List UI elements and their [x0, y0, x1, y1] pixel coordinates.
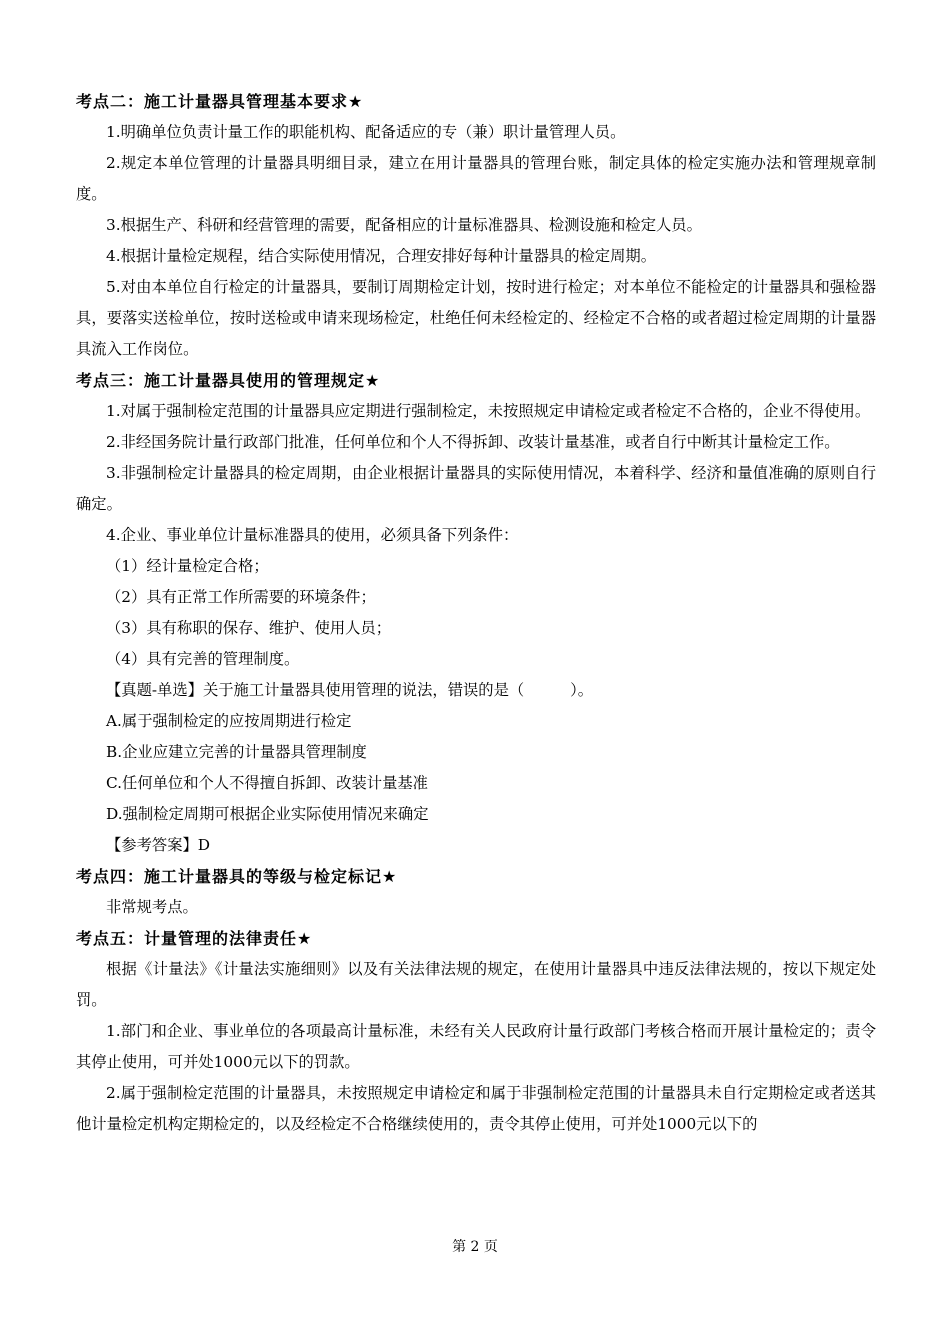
answer-option-d: D.强制检定周期可根据企业实际使用情况来确定 [106, 805, 429, 823]
section-heading-4: 考点四：施工计量器具的等级与检定标记★ [76, 867, 398, 886]
list-item: （3）具有称职的保存、维护、使用人员； [106, 619, 392, 637]
paragraph: 1.明确单位负责计量工作的职能机构、配备适应的专（兼）职计量管理人员。 [106, 123, 626, 141]
paragraph: 4.根据计量检定规程，结合实际使用情况，合理安排好每种计量器具的检定周期。 [106, 247, 656, 265]
paragraph: 3.根据生产、科研和经营管理的需要，配备相应的计量标准器具、检测设施和检定人员。 [106, 216, 702, 234]
page-number: 第 2 页 [452, 1239, 498, 1255]
reference-answer: 【参考答案】D [106, 836, 211, 854]
document-body [76, 86, 876, 1140]
answer-option-c: C.任何单位和个人不得擅自拆卸、改装计量基准 [106, 774, 428, 792]
paragraph: 2.规定本单位管理的计量器具明细目录，建立在用计量器具的管理台账，制定具体的检定实施办法和管理规章制度。 [76, 154, 876, 203]
answer-option-a: A.属于强制检定的应按周期进行检定 [106, 712, 352, 730]
section-heading-3: 考点三：施工计量器具使用的管理规定★ [76, 371, 381, 390]
section-heading-2: 考点二：施工计量器具管理基本要求★ [76, 92, 364, 111]
answer-option-b: B.企业应建立完善的计量器具管理制度 [106, 743, 367, 761]
paragraph: 非常规考点。 [106, 898, 198, 916]
paragraph: 根据《计量法》《计量法实施细则》以及有关法律法规的规定，在使用计量器具中违反法律法规的，按以下规定处罚。 [76, 960, 876, 1009]
paragraph: 1.部门和企业、事业单位的各项最高计量标准，未经有关人民政府计量行政部门考核合格而开展计量检定的；责令其停止使用，可并处1000元以下的罚款。 [76, 1022, 876, 1071]
paragraph: 3.非强制检定计量器具的检定周期，由企业根据计量器具的实际使用情况，本着科学、经济和量值准确的原则自行确定。 [76, 464, 876, 513]
paragraph: 5.对由本单位自行检定的计量器具，要制订周期检定计划，按时进行检定；对本单位不能检定的计量器具和强检器具，要落实送检单位，按时送检或申请来现场检定，杜绝任何未经检定的、经检定不合格的或者超过检定周期的计量器具流入工作岗位。 [76, 278, 876, 358]
section-heading-5: 考点五：计量管理的法律责任★ [76, 929, 313, 948]
paragraph: 2.非经国务院计量行政部门批准，任何单位和个人不得拆卸、改装计量基准，或者自行中断其计量检定工作。 [106, 433, 840, 451]
list-item: （4）具有完善的管理制度。 [106, 650, 300, 668]
exam-question: 【真题-单选】关于施工计量器具使用管理的说法，错误的是（ ）。 [106, 681, 594, 699]
list-item: （2）具有正常工作所需要的环境条件； [106, 588, 376, 606]
paragraph: 1.对属于强制检定范围的计量器具应定期进行强制检定，未按照规定申请检定或者检定不合格的，企业不得使用。 [106, 402, 871, 420]
paragraph: 4.企业、事业单位计量标准器具的使用，必须具备下列条件： [106, 526, 519, 544]
list-item: （1）经计量检定合格； [106, 557, 269, 575]
paragraph: 2.属于强制检定范围的计量器具，未按照规定申请检定和属于非强制检定范围的计量器具未自行定期检定或者送其他计量检定机构定期检定的，以及经检定不合格继续使用的，责令其停止使用，可并处1000元以下的 [76, 1084, 876, 1133]
